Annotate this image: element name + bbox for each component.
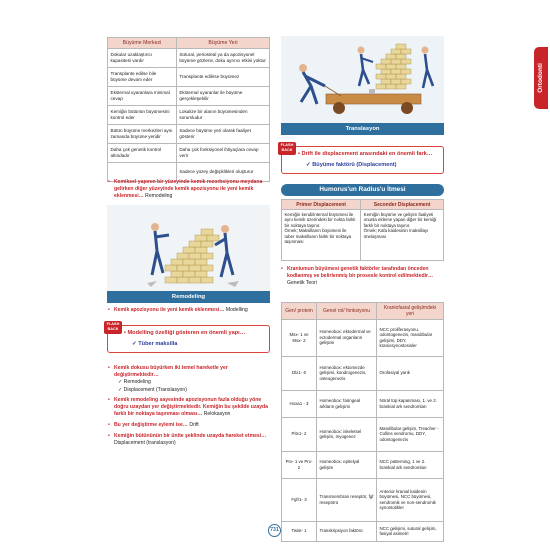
flashback-question: • Modelling özelliği gösteren en önemli yapı… (124, 330, 246, 336)
section-tab[interactable] (534, 47, 548, 109)
translasyon-illustration (281, 36, 444, 135)
seconder-cell: Kemiğin büyüme ve gelişim faaliyeti onunla ekleme yapan diğer bir kemiği farklı bir noktaya taşınır. Örnek; Kafa kaidesinin maksillayı önelaşması (361, 210, 444, 261)
bullet-answer: Modelling (225, 307, 248, 313)
table-row (108, 143, 270, 162)
table-cell: Kemiğin bütünün büyümesini kontrol eder (108, 105, 177, 124)
bullet-text: Kemik remodeling sayesinde apozisyonun fazla olduğu yöne doğru uzaydan yer değiştirmektedir. Kemiğin bu şekilde uzayda farklı bir noktaya taşınması olması… (114, 397, 268, 417)
flashback-box-2 (106, 322, 270, 353)
table-cell: Hoxa1 - 3 (282, 390, 317, 417)
section-tab-label: Ortodonti (536, 63, 544, 93)
table-cell: Twist- 1 (282, 521, 317, 541)
table-cell: Homeobox: epitelyal gelişim (317, 451, 377, 478)
bullet-answer: Genetik Teori (287, 279, 317, 286)
table-header: Büyüme Yeri (176, 38, 269, 49)
bullet-answer: Remodeling (145, 192, 173, 199)
table-cell: Orofasiyal yarık (377, 356, 444, 390)
table-header: Primer Displacement (282, 200, 361, 210)
remodeling-caption: Remodeling (107, 291, 270, 303)
table-cell: Msx- 1 ve Msx- 2 (282, 319, 317, 356)
table-cell: Homeobox: ektomezde gelişimi, kondrogenezis, osteogenezis (317, 356, 377, 390)
flashback-badge: FLASH BACK (278, 142, 296, 155)
table-row (282, 390, 444, 417)
table-cell: Homeobox: faringeal arkların gelişimi (317, 390, 377, 417)
primer-cell: Kemiğin kendi/internal büyümesi ile aynı kemik üzerindeki bir nokta farklı bir noktaya taşınır. Örnek; Maksillanın büyümesi ile tuber maksillanın farklı bir noktaya taşınması (282, 210, 361, 261)
table-cell: Sadece yüzey değişiklikleri oluşturur (176, 162, 269, 181)
bullet-drift: • Bu yer değiştirme eylemi ise… Drift (108, 422, 199, 428)
growth-center-table (107, 37, 270, 182)
bullet-text: Kemiksel yapının bir yüzeyinde kemik rezorbsiyonu meydana gelirken diğer yüzeyinde kemik apozisyonu ile yeni kemik eklenmesi… (114, 179, 263, 199)
table-row (282, 356, 444, 390)
table-cell: Eksternal uyaranlara minimal cevap (108, 86, 177, 105)
flashback-answer: ✓ Büyüme faktörü (Displacement) (306, 162, 397, 168)
remodeling-illustration (107, 205, 270, 303)
table-cell: Transmembran reseptör, fgf reseptörü (317, 478, 377, 521)
bullet-answer: Drift (189, 422, 199, 428)
flashback-question: • Drift ile displacement arasındaki en önemli fark… (298, 151, 433, 157)
table-cell: Homeobox: ektodermal ve ectodermal organların gelişimi (317, 319, 377, 356)
table-cell: Mandibular gelişim, Treacher -Collins sendromu, DDY, odontogenezis (377, 417, 444, 451)
table-header: Gen/ protein (282, 303, 317, 320)
table-cell: Anterior kranial kaidenin büyümesi, NCC büyümesi, sendromik ve non-sendromik synostotikler (377, 478, 444, 521)
bullet-modelling: • Kemik apozisyonu ile yeni kemik eklenmesi… Modelling (108, 307, 248, 313)
bullet-text: Kemiğin bütününün bir ünite şeklinde uzayda hareket etmesi… (114, 433, 267, 439)
table-row (282, 417, 444, 451)
table-row (108, 124, 270, 143)
bullet-text: Kraniumun büyümesi genetik faktörler tarafından önceden kodlanmış ve belirlenmiş bir prosesle kontrol edilmektedir… (287, 266, 434, 279)
bullet-answer: Displacement (translasyon) (114, 439, 176, 446)
table-cell: Bütün büyüme merkezleri aynı zamanda büyüme yeridir (108, 124, 177, 143)
table-row (282, 521, 444, 541)
table-cell: Fgfr1- 3 (282, 478, 317, 521)
table-cell: Daha çok genetik kontrol altındadır (108, 143, 177, 162)
table-row (282, 210, 444, 261)
page-number: 731 (268, 524, 281, 537)
table-cell: Prx- 1 ve Prx- 2 (282, 451, 317, 478)
table-header: Genel rol/ fonksiyonu (317, 303, 377, 320)
table-cell: Transplante edilse bile büyüme devam eder (108, 67, 177, 86)
flashback-box-1 (280, 143, 444, 174)
flashback-answer: ✓ Tüber maksilla (132, 341, 178, 347)
displacement-table (281, 199, 444, 261)
table-cell: Sütural, periosteal ya da apozisyonel büyüme gözlenir, doku ayrıncı etkisi yoktur (176, 48, 269, 67)
bullet-displacement: • Kemiğin bütününün bir ünite şeklinde uzayda hareket etmesi… Displacement (translasyon) (108, 433, 267, 446)
table-cell: Transplante edilirse büyümez (176, 67, 269, 86)
bullet-text: Bu yer değiştirme eylemi ise… (114, 422, 188, 428)
bullet-answer: Relokasyon (203, 410, 231, 417)
bullet-genetic-theory: • Kraniumun büyümesi genetik faktörler tarafından önceden kodlanmış ve belirlenmiş bir prosesle kontrol edilmektedir… Genetik Teori (281, 266, 434, 286)
section-title: Humorus'un Radius'u İtmesi (281, 184, 444, 196)
bullet-bone-movement: • Kemik dokusu büyürken iki temel hareketle yer değiştirmektedir… (108, 365, 228, 378)
table-cell: Eksternal uyaranlar ile büyüme gerçekleşebilir (176, 86, 269, 105)
table-cell: Transkripsiyon faktörü (317, 521, 377, 541)
bullet-relocation: • Kemik remodeling sayesinde apozisyonun fazla olduğu yöne doğru uzaydan yer değiştirmektedir. Kemiğin bu şekilde uzayda farklı bir noktaya taşınması olması… Relokasyon (108, 397, 268, 417)
table-cell: Dokular uzaklaştırıcı kapasitesi vardır (108, 48, 177, 67)
bullet-text: Kemik dokusu büyürken iki temel hareketle yer değiştirmektedir… (114, 365, 228, 378)
cart-figure-illustration (281, 36, 444, 123)
sub-item-remodeling: ✓ Remodeling (118, 379, 151, 385)
genetic-factor-table (281, 302, 444, 542)
table-row (108, 67, 270, 86)
brick-wall-illustration (107, 205, 270, 291)
table-cell: NCC patterning, 1 ve 2. brankial ark sendromları (377, 451, 444, 478)
table-row (282, 478, 444, 521)
table-cell: Dlx1- 6 (282, 356, 317, 390)
table-cell: NCC proliferasyonu, odontogenezis, mandibular gelişimi, DDY, kraniosynostosisler (377, 319, 444, 356)
bullet-remodeling: • Kemiksel yapının bir yüzeyinde kemik rezorbsiyonu meydana gelirken diğer yüzeyinde kemik apozisyonu ile yeni kemik eklenmesi… Remodeling (108, 179, 263, 199)
table-header: Kraniofasial gelişimdeki yeri (377, 303, 444, 320)
table-header: Büyüme Merkezi (108, 38, 177, 49)
table-cell: Nöral tüp kapanması, 1. ve 2. brankial ark sendromları (377, 390, 444, 417)
table-row (108, 86, 270, 105)
table-cell: Pitx1- 2 (282, 417, 317, 451)
flashback-badge: FLASH BACK (104, 321, 122, 334)
table-header: Seconder Displacement (361, 200, 444, 210)
table-cell: Lokalize bir alanın büyümesinden sorumludur (176, 105, 269, 124)
table-cell: NCC gelişimi, sutural gelişim, fasiyal asimetri (377, 521, 444, 541)
bullet-text: Kemik apozisyonu ile yeni kemik eklenmesi… (114, 307, 225, 313)
table-row (108, 48, 270, 67)
table-cell: Homeobox: iskeletsel gelişim, myogenez (317, 417, 377, 451)
table-row (282, 451, 444, 478)
table-row (282, 319, 444, 356)
table-row (108, 105, 270, 124)
table-cell: Daha çok fonksiyonel ihtiyaçlara cevap verir (176, 143, 269, 162)
translasyon-caption: Translasyon (281, 123, 444, 135)
table-cell: Sadece büyüme yeri olarak faaliyet gösterir (176, 124, 269, 143)
sub-item-displacement: ✓ Displacement (Translasyon) (118, 387, 187, 393)
